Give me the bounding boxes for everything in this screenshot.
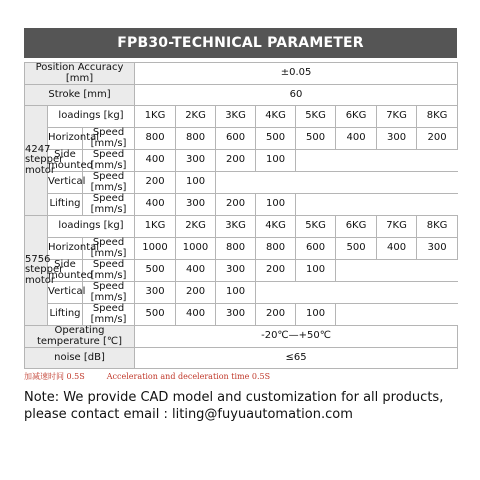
speed-value: 200 — [216, 194, 256, 216]
speed-label: Speed [mm/s] — [83, 194, 135, 216]
speed-value: 300 — [135, 282, 176, 304]
acceleration-note — [24, 371, 292, 382]
speed-value: 400 — [336, 128, 377, 150]
speed-value: 100 — [176, 172, 216, 194]
speed-value: 800 — [176, 128, 216, 150]
empty-cell — [296, 194, 458, 216]
mode-label: Lifting — [48, 194, 83, 216]
speed-value: 400 — [135, 150, 176, 172]
speed-value: 500 — [256, 128, 296, 150]
speed-value: 800 — [256, 238, 296, 260]
speed-label: Speed [mm/s] — [83, 304, 135, 326]
speed-label: Speed [mm/s] — [83, 260, 135, 282]
speed-label: Speed [mm/s] — [83, 238, 135, 260]
stroke-value: 60 — [135, 85, 458, 106]
motor-5756-lifting-row — [25, 304, 458, 326]
speed-value: 1000 — [176, 238, 216, 260]
operating-temperature-label: Operating temperature [℃] — [25, 326, 135, 348]
empty-cell — [336, 260, 458, 282]
position-accuracy-label: Position Accuracy [mm] — [25, 63, 135, 85]
motor-4247-label: 4247 stepper motor — [25, 106, 48, 216]
loadings-label: loadings [kg] — [48, 106, 135, 128]
loading-cell: 3KG — [216, 216, 256, 238]
speed-value: 1000 — [135, 238, 176, 260]
speed-value: 300 — [216, 260, 256, 282]
mode-label: Horizontal — [48, 128, 83, 150]
speed-value: 800 — [135, 128, 176, 150]
speed-value: 100 — [256, 194, 296, 216]
loading-cell: 5KG — [296, 106, 336, 128]
speed-value: 200 — [135, 172, 176, 194]
speed-value: 400 — [135, 194, 176, 216]
mode-label: Side mounted — [48, 149, 93, 171]
position-accuracy-row — [25, 63, 458, 85]
loading-cell: 3KG — [216, 106, 256, 128]
empty-cell — [216, 172, 458, 194]
loading-cell: 5KG — [296, 216, 336, 238]
speed-value: 200 — [176, 282, 216, 304]
motor-4247-lifting-row — [25, 194, 458, 216]
mode-label: Vertical — [48, 282, 83, 304]
empty-cell — [296, 150, 458, 172]
speed-value: 100 — [296, 304, 336, 326]
speed-label: Speed [mm/s] — [83, 282, 135, 304]
mode-label: Lifting — [48, 304, 83, 326]
speed-value: 400 — [176, 260, 216, 282]
loading-cell: 7KG — [377, 216, 417, 238]
loading-cell: 6KG — [336, 106, 377, 128]
motor-5756-label: 5756 stepper motor — [25, 216, 48, 326]
loading-cell: 2KG — [176, 106, 216, 128]
mode-label: Horizontal — [48, 238, 83, 260]
speed-value: 200 — [256, 260, 296, 282]
stroke-row — [25, 85, 458, 106]
speed-value: 100 — [256, 150, 296, 172]
empty-cell — [256, 282, 458, 304]
loading-cell: 1KG — [135, 106, 176, 128]
acceleration-note-zh: 加减速时间 0.5S — [24, 372, 85, 381]
speed-label: Speed [mm/s] — [83, 172, 135, 194]
cad-note-line-2: please contact email : liting@fuyuautomation.com — [24, 407, 353, 422]
speed-value: 600 — [216, 128, 256, 150]
parameter-table — [24, 62, 457, 369]
loadings-label: loadings [kg] — [48, 216, 135, 238]
noise-value: ≤65 — [135, 348, 458, 369]
speed-label: Speed [mm/s] — [83, 150, 135, 172]
speed-value: 800 — [216, 238, 256, 260]
mode-label: Side mounted — [48, 259, 93, 281]
page-title: FPB30-TECHNICAL PARAMETER — [24, 28, 457, 58]
speed-value: 300 — [417, 238, 458, 260]
speed-value: 200 — [417, 128, 458, 150]
motor-5756-horizontal-row — [25, 238, 458, 260]
operating-temperature-row — [25, 326, 458, 348]
motor-4247-side-mounted-row — [25, 150, 458, 172]
empty-cell — [336, 304, 458, 326]
motor-4247-horizontal-row — [25, 128, 458, 150]
speed-label: Speed [mm/s] — [83, 128, 135, 150]
loading-cell: 4KG — [256, 216, 296, 238]
mode-label: Vertical — [48, 172, 83, 194]
loading-cell: 8KG — [417, 216, 458, 238]
speed-value: 300 — [377, 128, 417, 150]
motor-4247-loadings-row — [25, 106, 458, 128]
position-accuracy-value: ±0.05 — [135, 63, 458, 85]
loading-cell: 4KG — [256, 106, 296, 128]
speed-value: 300 — [176, 150, 216, 172]
loading-cell: 1KG — [135, 216, 176, 238]
speed-value: 500 — [296, 128, 336, 150]
motor-4247-vertical-row — [25, 172, 458, 194]
speed-value: 300 — [176, 194, 216, 216]
motor-5756-side-mounted-row — [25, 260, 458, 282]
loading-cell: 2KG — [176, 216, 216, 238]
motor-5756-vertical-row — [25, 282, 458, 304]
speed-value: 300 — [216, 304, 256, 326]
speed-value: 100 — [296, 260, 336, 282]
stroke-label: Stroke [mm] — [25, 85, 135, 106]
noise-row — [25, 348, 458, 369]
loading-cell: 8KG — [417, 106, 458, 128]
loading-cell: 7KG — [377, 106, 417, 128]
acceleration-note-en: Acceleration and deceleration time 0.5S — [106, 372, 271, 381]
speed-value: 500 — [336, 238, 377, 260]
speed-value: 200 — [216, 150, 256, 172]
speed-value: 200 — [256, 304, 296, 326]
loading-cell: 6KG — [336, 216, 377, 238]
cad-note-line-1: Note: We provide CAD model and customization for all products, — [24, 390, 444, 405]
speed-value: 500 — [135, 304, 176, 326]
speed-value: 500 — [135, 260, 176, 282]
operating-temperature-value: -20℃—+50℃ — [135, 326, 458, 348]
cad-note — [24, 389, 464, 423]
speed-value: 600 — [296, 238, 336, 260]
motor-5756-loadings-row — [25, 216, 458, 238]
noise-label: noise [dB] — [25, 348, 135, 369]
speed-value: 100 — [216, 282, 256, 304]
speed-value: 400 — [377, 238, 417, 260]
speed-value: 400 — [176, 304, 216, 326]
